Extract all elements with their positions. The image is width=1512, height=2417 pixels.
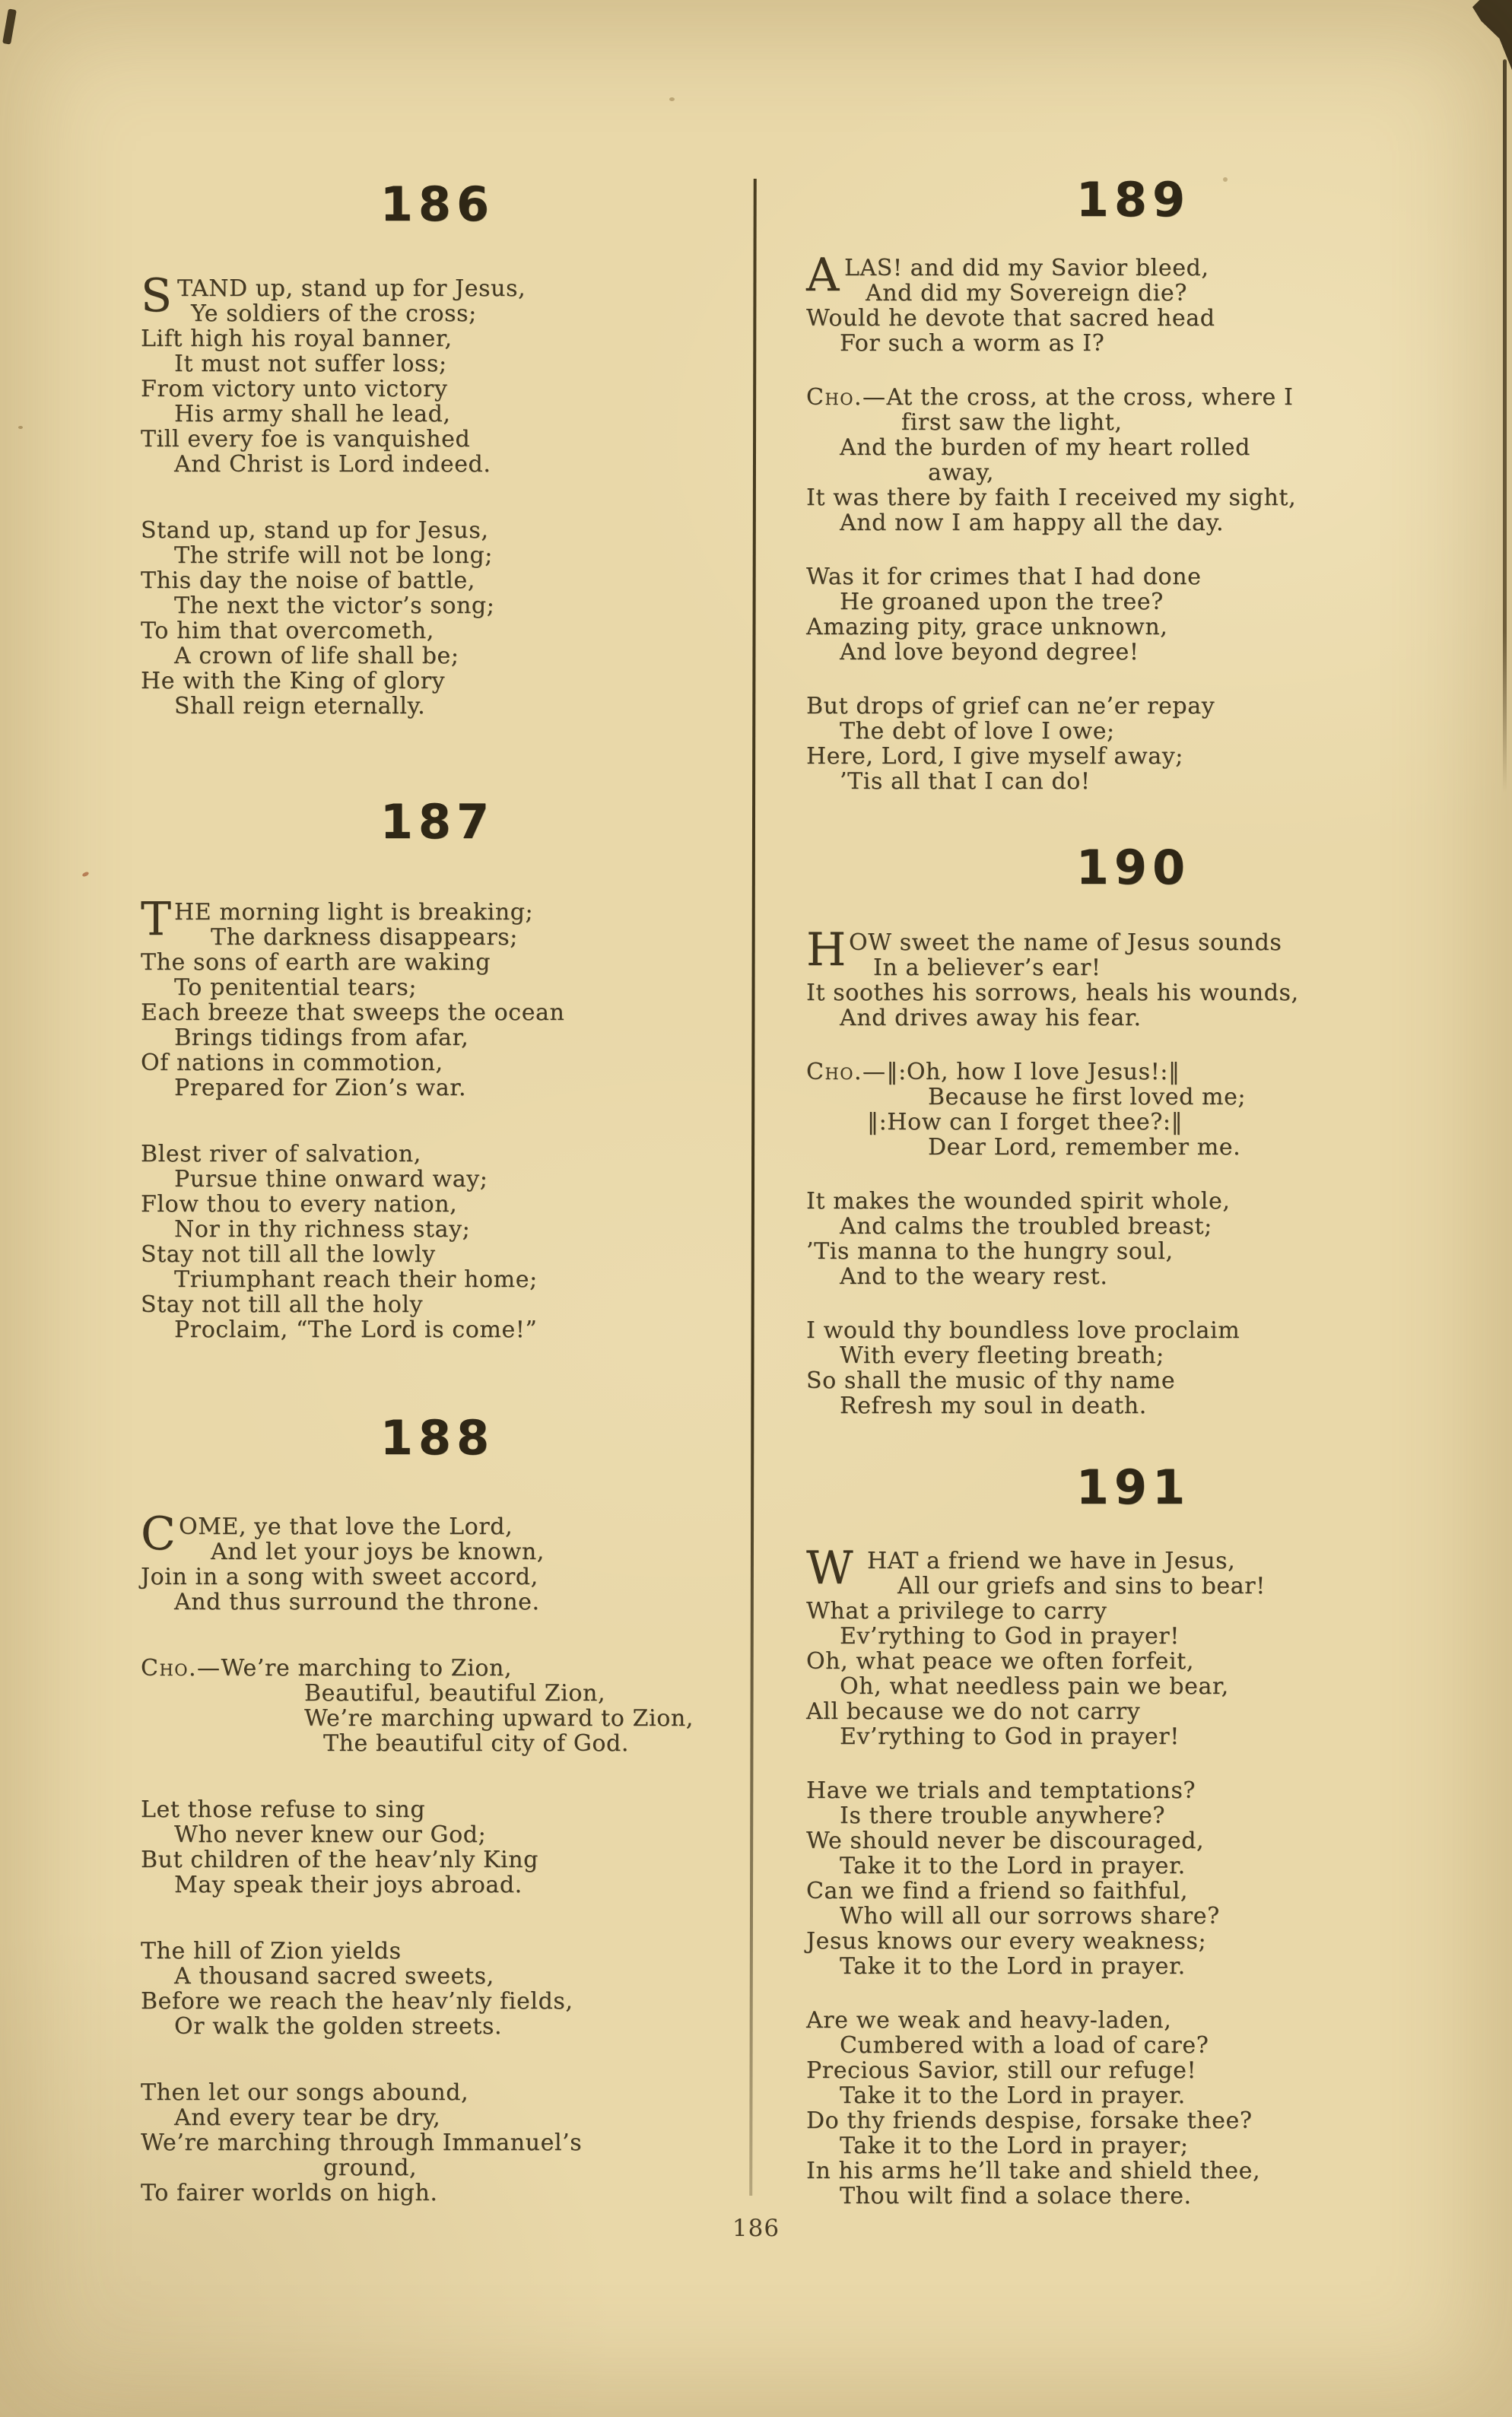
verse [141, 518, 734, 719]
hymn-190 [806, 840, 1460, 1447]
verse-line: OW sweet the name of Jesus sounds [849, 929, 1282, 956]
verse-line: But children of the heav’nly King [141, 1847, 538, 1873]
verse-line: Who will all our sorrows share? [840, 1903, 1220, 1929]
verse-line: Of nations in commotion, [141, 1050, 443, 1076]
verse-line: With every fleeting breath; [840, 1342, 1164, 1369]
verse-line: The hill of Zion yields [141, 1938, 402, 1964]
verse-line: Or walk the golden streets. [174, 2013, 503, 2040]
hymn-number-heading: 190 [1075, 840, 1191, 895]
verse [806, 249, 1460, 357]
hymn-187 [141, 794, 734, 1383]
verse-line: And to the weary rest. [840, 1263, 1108, 1290]
verse [806, 564, 1460, 665]
verse-line-text: ‖:Oh, how I love Jesus!:‖ [886, 1059, 1180, 1085]
chorus [806, 1059, 1460, 1160]
verse-line [141, 1656, 734, 1681]
verse [806, 923, 1460, 1031]
verse-line: This day the noise of battle, [141, 567, 475, 594]
verse-line: It was there by faith I received my sight, [806, 484, 1297, 511]
dropcap-initial: S [141, 269, 173, 322]
chorus-label: Cho.— [806, 384, 887, 411]
left-column [141, 0, 734, 2417]
hymn-188 [141, 1410, 734, 2247]
verse-line: Would he devote that sacred head [806, 305, 1215, 332]
verse-line: Flow thou to every nation, [141, 1191, 458, 1218]
verse-line: He groaned upon the tree? [840, 589, 1164, 615]
page-number: 186 [732, 2215, 780, 2242]
verse-line: Stand up, stand up for Jesus, [141, 517, 489, 544]
verse-line: Lift high his royal banner, [141, 326, 453, 352]
verse-line: Jesus knows our every weakness; [806, 1928, 1207, 1955]
verse-line: The next the victor’s song; [174, 592, 495, 619]
verse [141, 269, 734, 478]
hymn-number-heading: 188 [380, 1410, 495, 1466]
verse-line: Who never knew our God; [174, 1821, 487, 1848]
verse-line: All because we do not carry [806, 1698, 1141, 1725]
hymn-191 [806, 1459, 1460, 2238]
chorus [141, 1656, 734, 1756]
verse-line: Pursue thine onward way; [174, 1166, 488, 1193]
verse-line: Before we reach the heav’nly fields, [141, 1988, 573, 2015]
verse-line: To him that overcometh, [141, 618, 434, 644]
verse-line: Have we trials and temptations? [806, 1777, 1196, 1804]
verse-line: The beautiful city of God. [323, 1730, 629, 1757]
verse-line: Prepared for Zion’s war. [174, 1075, 467, 1101]
verse-line: It must not suffer loss; [174, 351, 447, 377]
verse [806, 1778, 1460, 1979]
verse-line: And let your joys be known, [211, 1539, 545, 1565]
verse-line: From victory unto victory [141, 376, 448, 402]
verse-line: Can we find a friend so faithful, [806, 1878, 1189, 1904]
paper-speck [18, 426, 23, 429]
verse-line: So shall the music of thy name [806, 1367, 1176, 1394]
paper-speck [81, 871, 89, 877]
verse-line: Ye soldiers of the cross; [191, 300, 477, 327]
verse [806, 1318, 1460, 1418]
verse-line: Take it to the Lord in prayer. [840, 1953, 1186, 1980]
verse-line [806, 1059, 1460, 1085]
verse-line: All our griefs and sins to bear! [897, 1573, 1266, 1599]
verse [141, 893, 734, 1101]
chorus [806, 385, 1460, 535]
verse-line: Blest river of salvation, [141, 1141, 421, 1167]
verse-line: away, [928, 459, 994, 486]
verse-line: ’Tis manna to the hungry soul, [806, 1238, 1174, 1265]
verse-line: Are we weak and heavy-laden, [806, 2007, 1172, 2034]
dropcap-initial: C [141, 1507, 176, 1561]
verse-line: Is there trouble anywhere? [840, 1802, 1166, 1829]
verse-line: May speak their joys abroad. [174, 1872, 523, 1898]
verse-line: Ev’rything to God in prayer! [840, 1723, 1180, 1750]
column-divider-rule [749, 179, 757, 2196]
verse-line: Let those refuse to sing [141, 1796, 426, 1823]
verse [141, 1939, 734, 2039]
chorus-label: Cho.— [806, 1059, 887, 1085]
verse-line: Dear Lord, remember me. [928, 1134, 1241, 1161]
verse-line: ground, [323, 2155, 418, 2181]
verse-line: To fairer worlds on high. [141, 2180, 438, 2206]
verse-line: And Christ is Lord indeed. [174, 451, 491, 478]
verse-line: OME, ye that love the Lord, [179, 1513, 513, 1540]
right-column [806, 0, 1460, 2417]
hymn-number-heading: 191 [1075, 1459, 1191, 1515]
hymn-189 [806, 172, 1460, 823]
verse-line: What a privilege to carry [806, 1598, 1107, 1625]
verse-line: And the burden of my heart rolled [840, 434, 1250, 461]
verse [806, 1189, 1460, 1289]
verse-line: But drops of grief can ne’er repay [806, 693, 1215, 719]
verse-line: Take it to the Lord in prayer. [840, 2082, 1186, 2109]
verse-line: To penitential tears; [174, 974, 418, 1001]
verse-line: The debt of love I owe; [840, 718, 1115, 745]
verse [141, 1797, 734, 1898]
verse [141, 2080, 734, 2206]
verse-line: Brings tidings from afar, [174, 1024, 469, 1051]
hymn-number-heading: 189 [1075, 172, 1191, 227]
verse-line: And every tear be dry, [174, 2104, 441, 2131]
verse [806, 2008, 1460, 2209]
dropcap-initial: H [806, 923, 847, 977]
verse-line: In his arms he’ll take and shield thee, [806, 2158, 1261, 2184]
verse-line: For such a worm as I? [840, 330, 1105, 357]
paper-speck [1223, 177, 1228, 182]
hymn-186 [141, 176, 734, 760]
verse-line: Join in a song with sweet accord, [141, 1564, 538, 1590]
verse-line: Till every foe is vanquished [141, 426, 471, 453]
verse-line: Take it to the Lord in prayer. [840, 1853, 1186, 1879]
verse-line: We’re marching upward to Zion, [304, 1705, 694, 1732]
verse-line: Shall reign eternally. [174, 693, 426, 719]
verse-line: We should never be discouraged, [806, 1828, 1205, 1854]
verse-line: Ev’rything to God in prayer! [840, 1623, 1180, 1650]
verse-line: Stay not till all the holy [141, 1291, 424, 1318]
verse-line: The strife will not be long; [174, 542, 493, 569]
verse-line: Stay not till all the lowly [141, 1241, 436, 1268]
verse-line: And now I am happy all the day. [840, 510, 1225, 536]
dropcap-initial: T [141, 893, 172, 946]
verse-line: It soothes his sorrows, heals his wounds, [806, 980, 1299, 1006]
verse-line: And calms the troubled breast; [840, 1213, 1212, 1240]
verse-line: Then let our songs abound, [141, 2079, 469, 2106]
dropcap-initial: W [806, 1542, 854, 1595]
verse [806, 694, 1460, 794]
verse-line: A crown of life shall be; [174, 643, 459, 669]
verse-line: The darkness disappears; [211, 924, 519, 951]
verse-line: first saw the light, [901, 409, 1123, 436]
verse-line: I would thy boundless love proclaim [806, 1317, 1240, 1344]
verse-line: In a believer’s ear! [873, 954, 1101, 981]
verse-line: Nor in thy richness stay; [174, 1216, 471, 1243]
verse-line: TAND up, stand up for Jesus, [177, 275, 526, 302]
verse-line: HE morning light is breaking; [174, 899, 534, 926]
verse-line: And did my Sovereign die? [866, 280, 1187, 306]
verse-line: Triumphant reach their home; [174, 1266, 538, 1293]
verse-line: LAS! and did my Savior bleed, [844, 255, 1209, 281]
verse-line: Because he first loved me; [928, 1084, 1247, 1110]
verse-line: And love beyond degree! [840, 639, 1139, 665]
verse-line: Thou wilt find a solace there. [840, 2183, 1192, 2209]
verse-line [806, 385, 1460, 410]
verse-line: And drives away his fear. [840, 1005, 1142, 1031]
verse-line: Take it to the Lord in prayer; [840, 2133, 1189, 2159]
scan-mark-top-left [2, 8, 17, 44]
verse-line: It makes the wounded spirit whole, [806, 1188, 1231, 1215]
verse-line: Oh, what peace we often forfeit, [806, 1648, 1194, 1675]
verse-line: Refresh my soul in death. [840, 1393, 1147, 1419]
verse-line: Amazing pity, grace unknown, [806, 614, 1168, 640]
verse-line-text: We’re marching to Zion, [221, 1655, 513, 1682]
verse [806, 1542, 1460, 1750]
verse-line: ’Tis all that I can do! [840, 768, 1091, 795]
verse-line: Precious Savior, still our refuge! [806, 2057, 1197, 2084]
verse-line: His army shall he lead, [174, 401, 451, 427]
verse-line: ‖:How can I forget thee?:‖ [867, 1109, 1183, 1135]
verse-line: HAT a friend we have in Jesus, [867, 1548, 1236, 1574]
hymn-number-heading: 186 [380, 176, 495, 232]
chorus-label: Cho.— [141, 1655, 221, 1682]
verse-line: Here, Lord, I give myself away; [806, 743, 1183, 770]
dropcap-initial: A [806, 249, 840, 302]
verse-line: Was it for crimes that I had done [806, 564, 1202, 590]
verse-line: Do thy friends despise, forsake thee? [806, 2107, 1253, 2134]
verse-line: Cumbered with a load of care? [840, 2032, 1209, 2059]
hymn-number-heading: 187 [380, 794, 495, 850]
verse-line: Proclaim, “The Lord is come!” [174, 1316, 538, 1343]
verse-line: Each breeze that sweeps the ocean [141, 999, 565, 1026]
verse-line: A thousand sacred sweets, [174, 1963, 494, 1990]
verse-line: And thus surround the throne. [174, 1589, 540, 1615]
verse [141, 1142, 734, 1342]
scan-edge-right-line [1503, 59, 1507, 793]
verse-line: We’re marching through Immanuel’s [141, 2130, 583, 2156]
verse-line: Beautiful, beautiful Zion, [304, 1680, 606, 1707]
verse-line: Oh, what needless pain we bear, [840, 1673, 1229, 1700]
verse-line-text: At the cross, at the cross, where I [886, 384, 1294, 411]
verse-line: He with the King of glory [141, 668, 446, 694]
verse-line: The sons of earth are waking [141, 949, 491, 976]
paper-speck [669, 97, 675, 101]
verse [141, 1507, 734, 1615]
